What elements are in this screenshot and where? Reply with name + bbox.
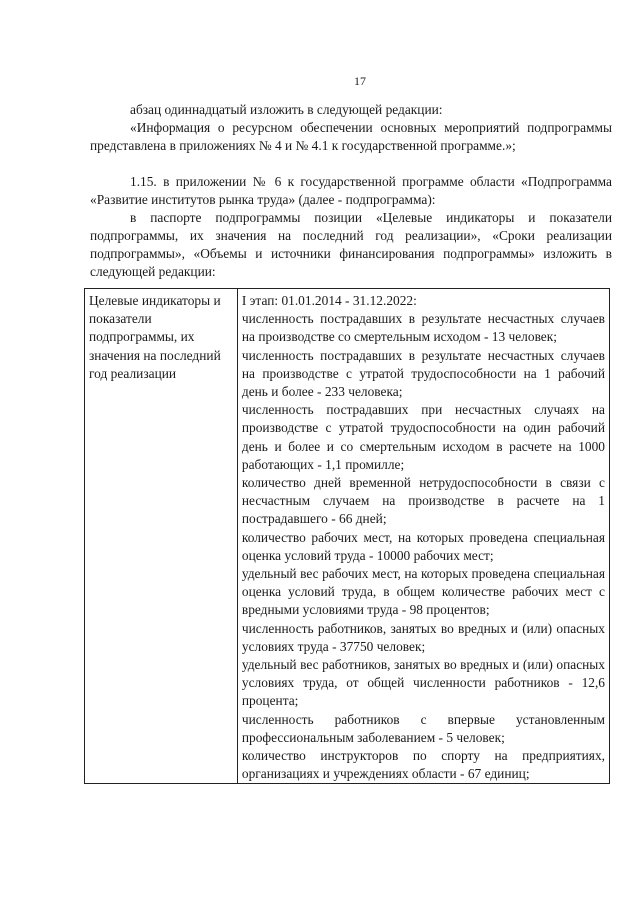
paragraph-resource-info: «Информация о ресурсном обеспечении основных мероприятий подпрограммы представлена в приложениях № 4 и № 4.1 к государственной программе.»; bbox=[90, 120, 612, 153]
table-row bbox=[85, 289, 610, 784]
indicator-item: количество дней временной нетрудоспособности в связи с несчастным случаем на производстве в расчете на 1 пострадавшего - 66 дней; bbox=[241, 475, 605, 527]
indicator-item: численность работников, занятых во вредных и (или) опасных условиях труда - 37750 человек; bbox=[241, 620, 605, 654]
indicator-item: удельный вес работников, занятых во вредных и (или) опасных условиях труда, от общей численности работников - 12,6 процента; bbox=[241, 657, 605, 709]
indicator-item: численность пострадавших в результате несчастных случаев на производстве со смертельным исходом - 13 человек; bbox=[241, 311, 605, 345]
indicator-item: количество инструкторов по спорту на предприятиях, организациях и учреждениях области - 67 единиц; bbox=[241, 748, 605, 782]
paragraph-appendix-6: 1.15. в приложении № 6 к государственной программе области «Подпрограмма «Развитие институтов рынка труда» (далее - подпрограмма): bbox=[90, 174, 612, 207]
passport-table bbox=[84, 288, 610, 784]
indicators-label-cell: Целевые индикаторы и показатели подпрограммы, их значения на последний год реализации bbox=[85, 289, 238, 784]
indicator-item: количество рабочих мест, на которых проведена специальная оценка условий труда - 10000 рабочих мест; bbox=[241, 529, 605, 563]
indicator-item: численность работников с впервые установленным профессиональным заболеванием - 5 человек; bbox=[241, 711, 605, 745]
stage-period: I этап: 01.01.2014 - 31.12.2022: bbox=[241, 293, 417, 308]
indicator-item: численность пострадавших в результате несчастных случаев на производстве с утратой трудоспособности на 1 рабочий день и более - 233 человека; bbox=[241, 347, 605, 400]
paragraph-intro: абзац одиннадцатый изложить в следующей редакции: bbox=[130, 102, 443, 117]
indicator-item: удельный вес рабочих мест, на которых проведена специальная оценка условий труда, в общем количестве рабочих мест с вредными условиями труда - 98 процентов; bbox=[241, 566, 605, 618]
indicators-value-cell bbox=[237, 289, 609, 784]
paragraph-passport: в паспорте подпрограммы позиции «Целевые индикаторы и показатели подпрограммы, их значения на последний год реализации», «Сроки реализации подпрограммы», «Объемы и источники финансирования подпрограммы» изложить в следующей редакции: bbox=[90, 210, 612, 279]
indicator-item: численность пострадавших при несчастных случаях на производстве с утратой трудоспособности на один рабочий день и более и со смертельным исходом в расчете на 1000 работающих - 1,1 промилле; bbox=[241, 402, 605, 472]
page-number: 17 bbox=[354, 74, 366, 88]
